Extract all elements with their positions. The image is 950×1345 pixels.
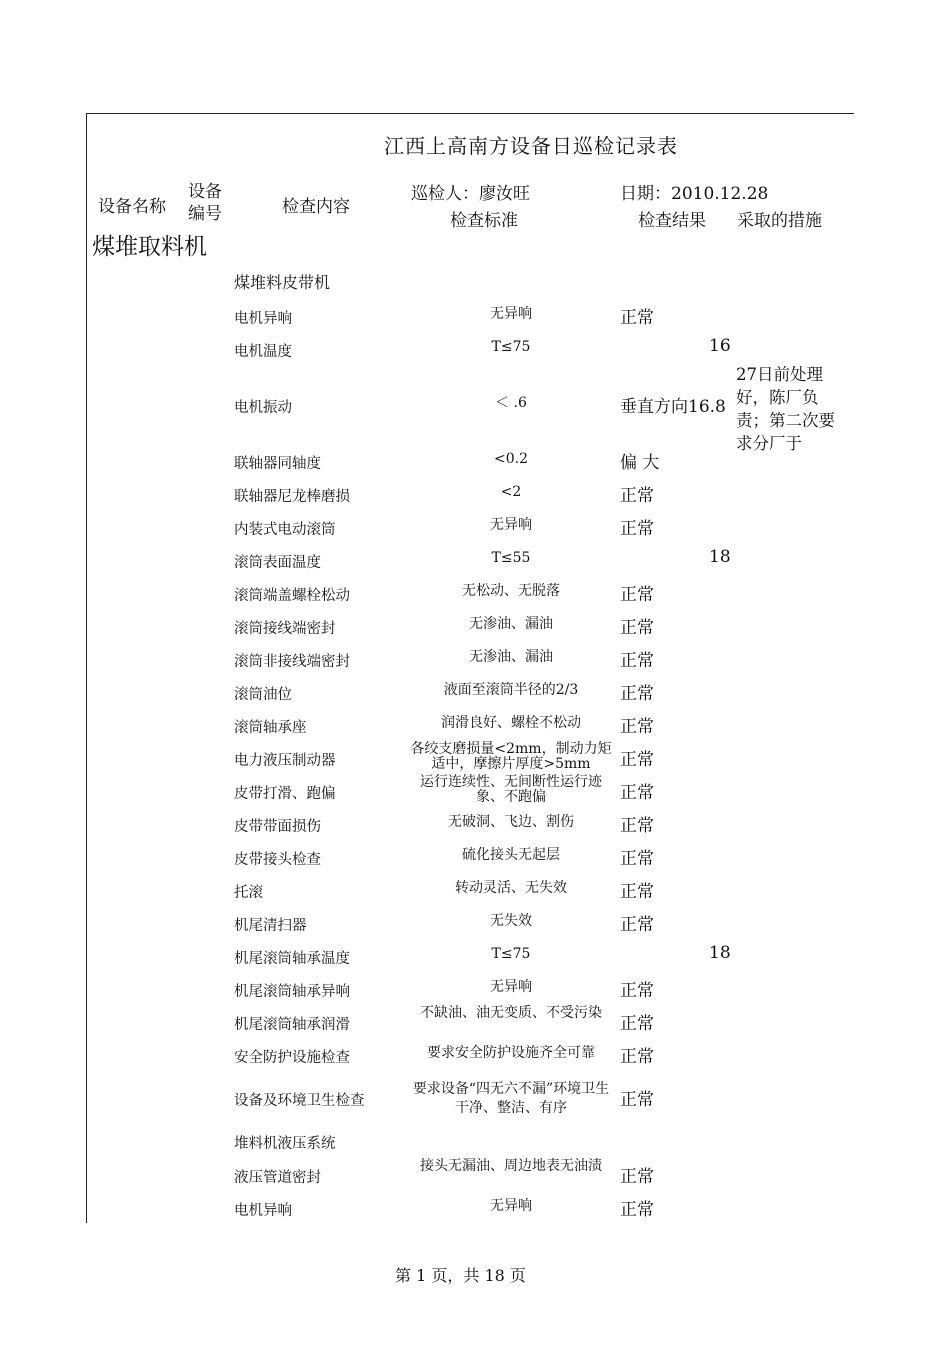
row-result: 正常 [620, 486, 654, 506]
row-item: 电机异响 [234, 311, 292, 327]
row-result: 正常 [620, 585, 654, 605]
row-item: 电机温度 [234, 344, 292, 360]
row-item: 皮带打滑、跑偏 [234, 786, 336, 802]
row-item: 托滚 [234, 885, 263, 901]
row-standard: T≤55 [491, 550, 531, 566]
row-standard: 转动灵活、无失效 [455, 880, 567, 896]
row-item: 电机振动 [234, 400, 292, 416]
row-result: 18 [709, 547, 731, 567]
row-standard: 无松动、无脱落 [462, 583, 560, 599]
row-result: 正常 [620, 308, 654, 328]
row-standard: 接头无漏油、周边地表无油渍 [420, 1158, 602, 1174]
row-result: 正常 [620, 1090, 654, 1110]
row-standard: 无破洞、飞边、割伤 [448, 814, 574, 830]
row-result: 正常 [620, 1014, 654, 1034]
row-item: 滚筒轴承座 [234, 720, 307, 736]
row-result: 正常 [620, 750, 654, 770]
row-result: 16 [709, 336, 731, 356]
header-measure: 采取的措施 [737, 211, 822, 231]
row-result: 偏 大 [620, 453, 660, 473]
row-standard: 润滑良好、螺栓不松动 [441, 715, 581, 731]
row-standard: 无渗油、漏油 [469, 616, 553, 632]
row-item: 机尾滚筒轴承温度 [234, 951, 350, 967]
row-item: 机尾清扫器 [234, 918, 307, 934]
row-standard: 无异响 [490, 1198, 532, 1214]
header-standard: 检查标准 [450, 211, 518, 231]
row-result: 正常 [620, 849, 654, 869]
row-result: 正常 [620, 651, 654, 671]
row-item: 电机异响 [234, 1203, 292, 1219]
row-item: 机尾滚筒轴承异响 [234, 984, 350, 1000]
table-top-border [86, 113, 854, 114]
row-result: 正常 [620, 1200, 654, 1220]
header-result: 检查结果 [638, 211, 706, 231]
table-left-border [86, 113, 87, 1223]
row-standard: 无异响 [490, 306, 532, 322]
row-item: 皮带带面损伤 [234, 819, 321, 835]
row-item: 机尾滚筒轴承润滑 [234, 1017, 350, 1033]
row-item: 滚筒表面温度 [234, 555, 321, 571]
row-result: 正常 [620, 1167, 654, 1187]
row-item: 滚筒端盖螺栓松动 [234, 588, 350, 604]
row-result: 正常 [620, 684, 654, 704]
row-result: 18 [709, 943, 731, 963]
row-standard: 液面至滚筒半径的2/3 [443, 682, 579, 698]
row-result: 垂直方向16.8 [620, 397, 726, 417]
row-standard: 无渗油、漏油 [469, 649, 553, 665]
row-standard: <2 [500, 484, 522, 500]
row-result: 正常 [620, 618, 654, 638]
header-date: 日期：2010.12.28 [620, 184, 769, 204]
header-equipment-name: 设备名称 [98, 197, 166, 217]
row-standard: T≤75 [491, 339, 531, 355]
header-equipment-no-line1: 设备 [188, 182, 222, 202]
row-standard: 无异响 [490, 517, 532, 533]
header-inspector: 巡检人：廖汝旺 [411, 184, 530, 204]
row-item: 滚筒油位 [234, 687, 292, 703]
row-item: 滚筒非接线端密封 [234, 654, 350, 670]
page-footer: 第 1 页，共 18 页 [395, 1266, 526, 1285]
row-standard: T≤75 [491, 946, 531, 962]
row-standard: ＜ .6 [495, 395, 527, 411]
equipment-name: 煤堆取料机 [92, 234, 207, 260]
row-item: 电力液压制动器 [234, 753, 336, 769]
header-equipment-no [188, 181, 222, 225]
row-item: 联轴器同轴度 [234, 456, 321, 472]
row-standard: 运行连续性、无间断性运行迹象、不跑偏 [420, 774, 602, 805]
section-label: 堆料机液压系统 [234, 1136, 336, 1152]
row-item: 滚筒接线端密封 [234, 621, 336, 637]
header-check-content: 检查内容 [282, 197, 350, 217]
section-label: 煤堆料皮带机 [234, 273, 331, 292]
row-item: 设备及环境卫生检查 [234, 1093, 365, 1109]
measure-note: 27日前处理好，陈厂负责；第二次要求分厂于 [736, 365, 835, 453]
row-standard: 不缺油、油无变质、不受污染 [420, 1005, 602, 1021]
row-result: 正常 [620, 717, 654, 737]
row-standard: <0.2 [494, 451, 528, 467]
sheet-title: 江西上高南方设备日巡检记录表 [384, 134, 678, 158]
row-result: 正常 [620, 882, 654, 902]
row-result: 正常 [620, 783, 654, 803]
row-result: 正常 [620, 519, 654, 539]
row-standard: 硫化接头无起层 [462, 847, 560, 863]
row-item: 液压管道密封 [234, 1170, 321, 1186]
row-item: 内装式电动滚筒 [234, 522, 336, 538]
row-item: 联轴器尼龙棒磨损 [234, 489, 350, 505]
row-result: 正常 [620, 816, 654, 836]
header-equipment-no-line2: 编号 [188, 204, 222, 224]
row-standard: 无异响 [490, 979, 532, 995]
row-item: 安全防护设施检查 [234, 1050, 350, 1066]
row-standard: 要求设备“四无六不漏”环境卫生干净、整洁、有序 [412, 1081, 610, 1116]
row-standard: 要求安全防护设施齐全可靠 [427, 1045, 595, 1061]
row-result: 正常 [620, 1047, 654, 1067]
row-standard: 无失效 [490, 913, 532, 929]
row-result: 正常 [620, 915, 654, 935]
row-item: 皮带接头检查 [234, 852, 321, 868]
row-result: 正常 [620, 981, 654, 1001]
row-standard: 各绞支磨损量<2mm，制动力矩适中，摩擦片厚度>5mm [410, 741, 612, 772]
